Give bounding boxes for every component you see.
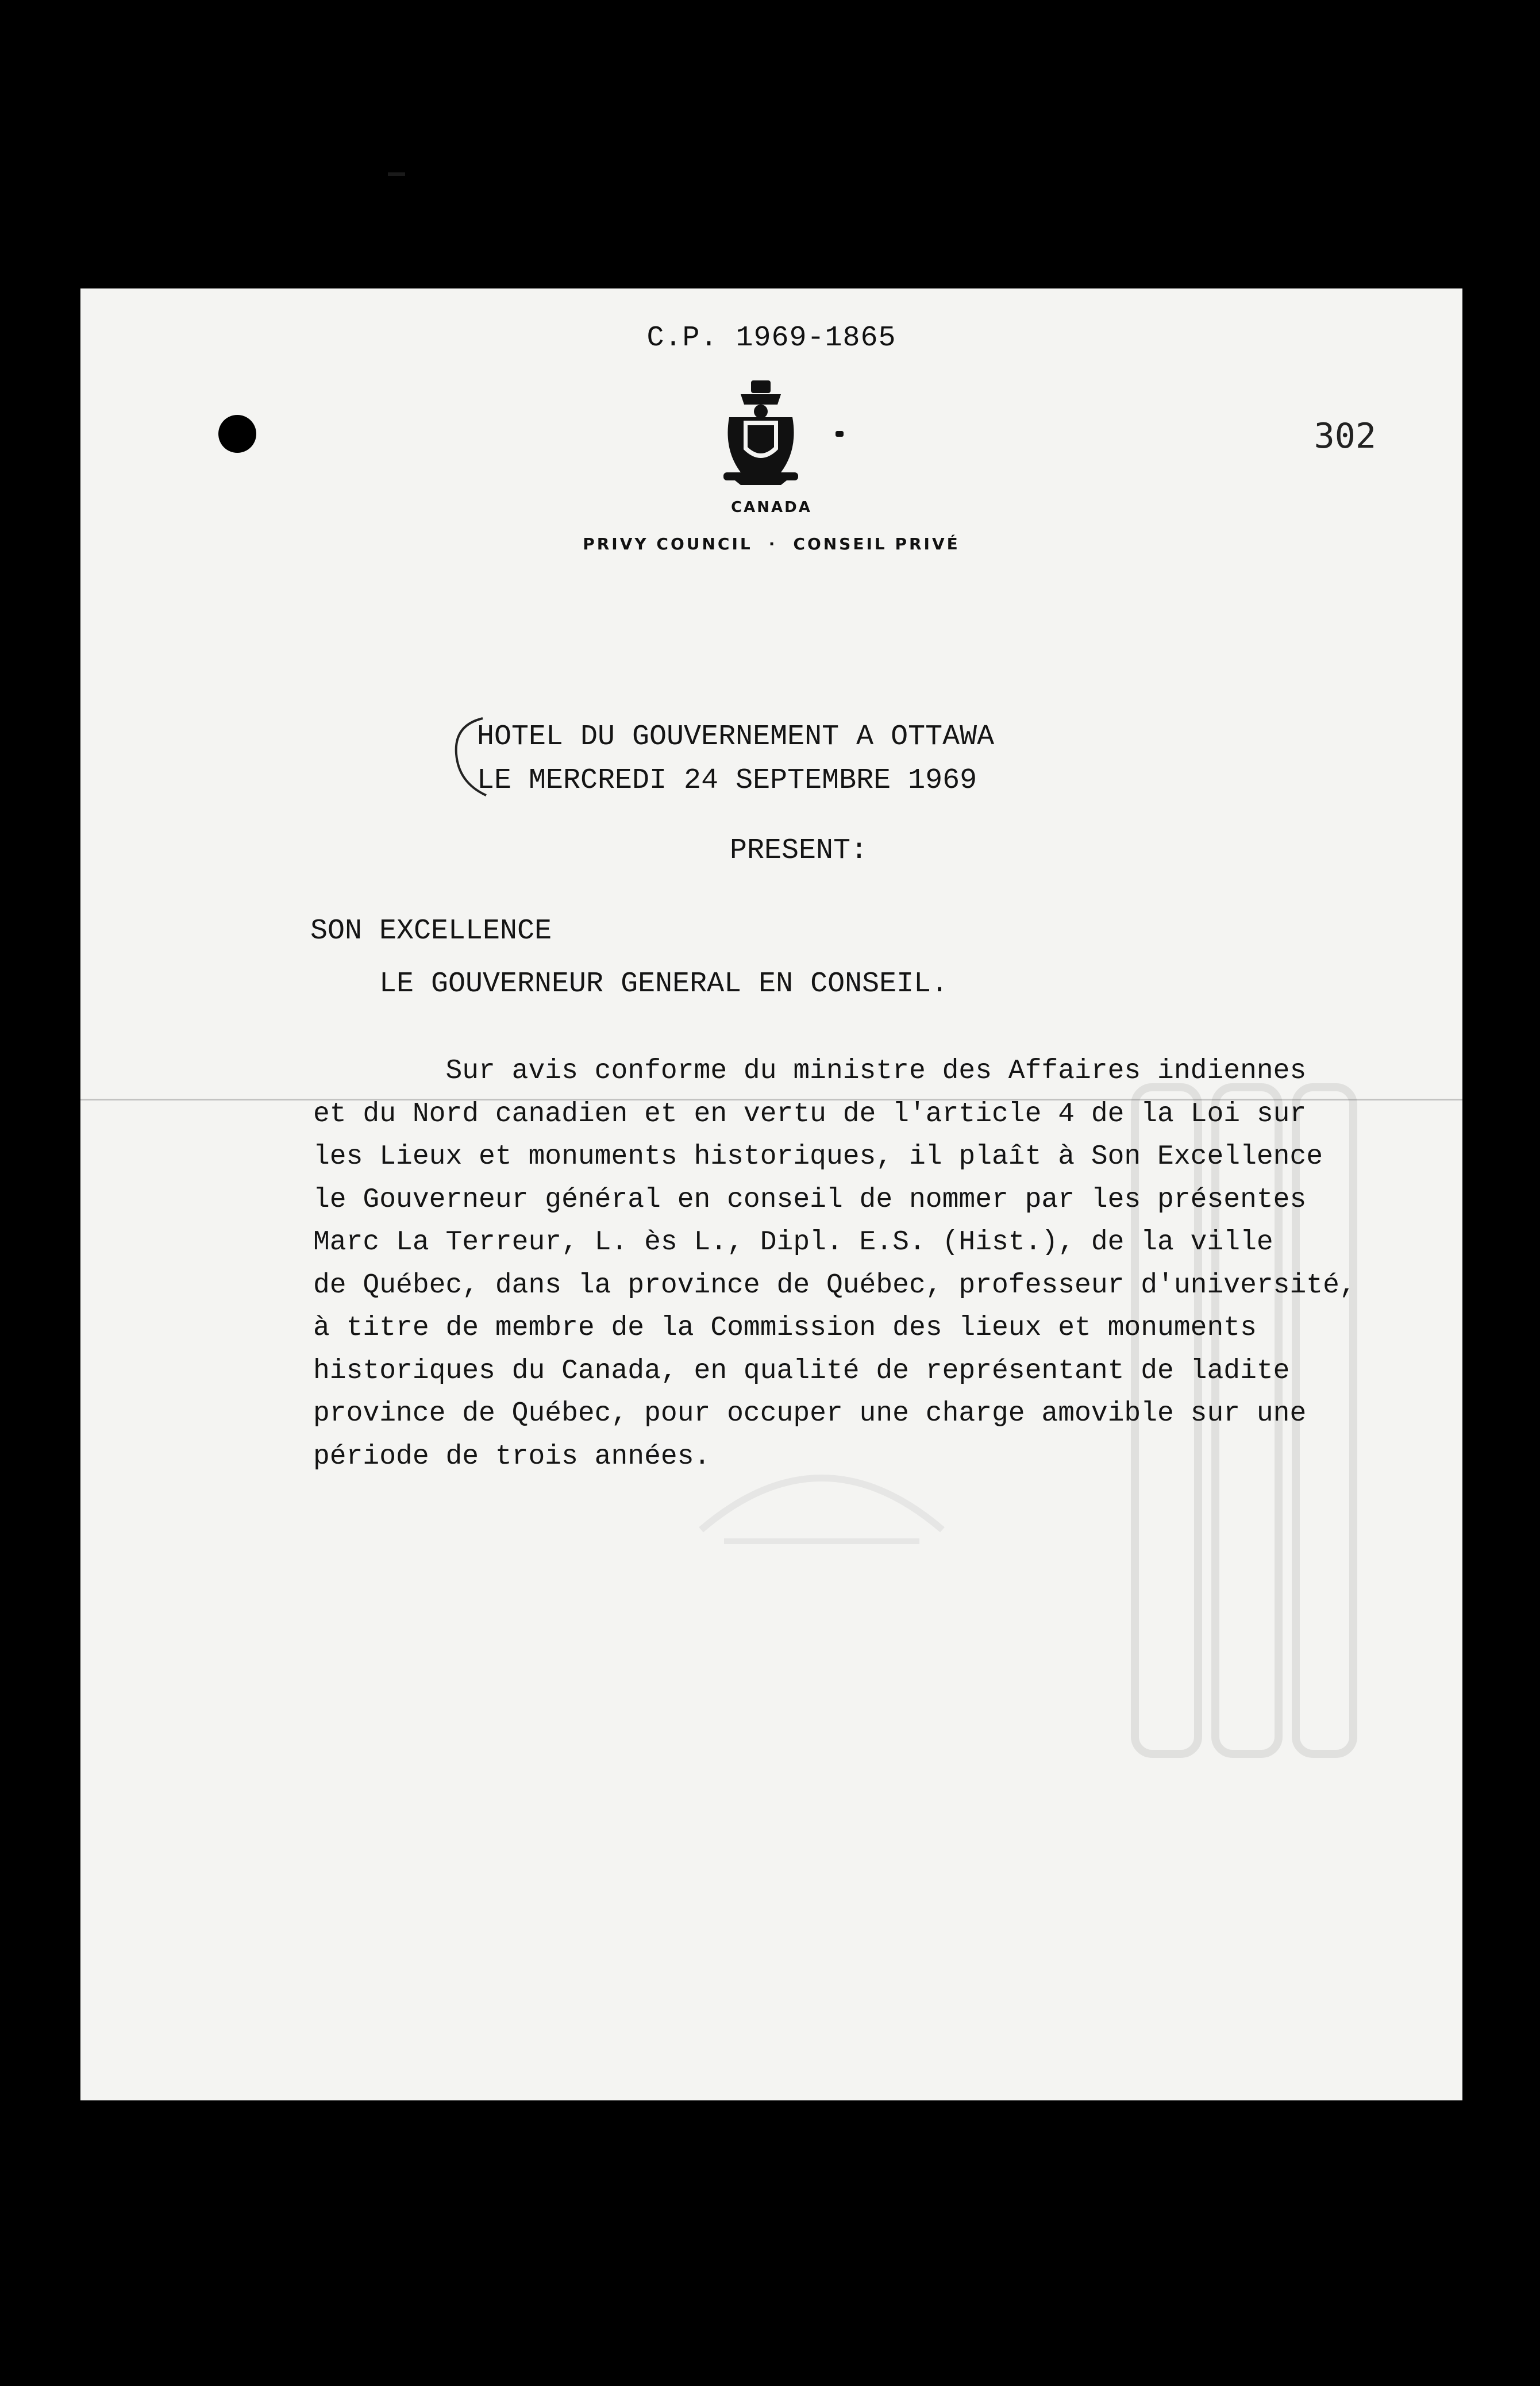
body-line: et du Nord canadien et en vertu de l'article 4 de la Loi sur [313, 1098, 1307, 1130]
letterhead-council [80, 534, 1462, 553]
body-line: Sur avis conforme du ministre des Affaires indiennes [313, 1056, 1307, 1087]
present-heading: PRESENT: [730, 834, 868, 867]
coat-of-arms-crest [718, 380, 804, 485]
governor-line: LE GOUVERNEUR GENERAL EN CONSEIL. [379, 968, 949, 1000]
council-english: PRIVY COUNCIL [583, 534, 753, 553]
body-line: de Québec, dans la province de Québec, professeur d'université, [313, 1269, 1356, 1301]
body-line: historiques du Canada, en qualité de représentant de ladite [313, 1355, 1290, 1387]
order-body-text [313, 1050, 1451, 1478]
page-number: 302 [1314, 416, 1376, 456]
document-page [80, 288, 1462, 2100]
body-line: à titre de membre de la Commission des lieux et monuments [313, 1313, 1257, 1344]
body-line: période de trois années. [313, 1441, 711, 1472]
film-frame-mark [388, 172, 405, 176]
meeting-date: LE MERCREDI 24 SEPTEMBRE 1969 [477, 764, 977, 797]
council-french: CONSEIL PRIVÉ [793, 534, 960, 553]
body-line: les Lieux et monuments historiques, il plaît à Son Excellence [313, 1141, 1323, 1172]
order-number: C.P. 1969-1865 [646, 322, 896, 355]
council-separator: · [768, 534, 777, 553]
punch-hole [218, 415, 256, 453]
body-line: Marc La Terreur, L. ès L., Dipl. E.S. (Hist.), de la ville [313, 1227, 1273, 1258]
body-line: le Gouverneur général en conseil de nommer par les présentes [313, 1184, 1307, 1215]
meeting-place: HOTEL DU GOUVERNEMENT A OTTAWA [477, 721, 995, 753]
crest-dot [836, 431, 844, 437]
excellency-line: SON EXCELLENCE [310, 915, 552, 948]
body-line: province de Québec, pour occuper une charge amovible sur une [313, 1398, 1307, 1429]
letterhead-country: CANADA [731, 499, 812, 516]
